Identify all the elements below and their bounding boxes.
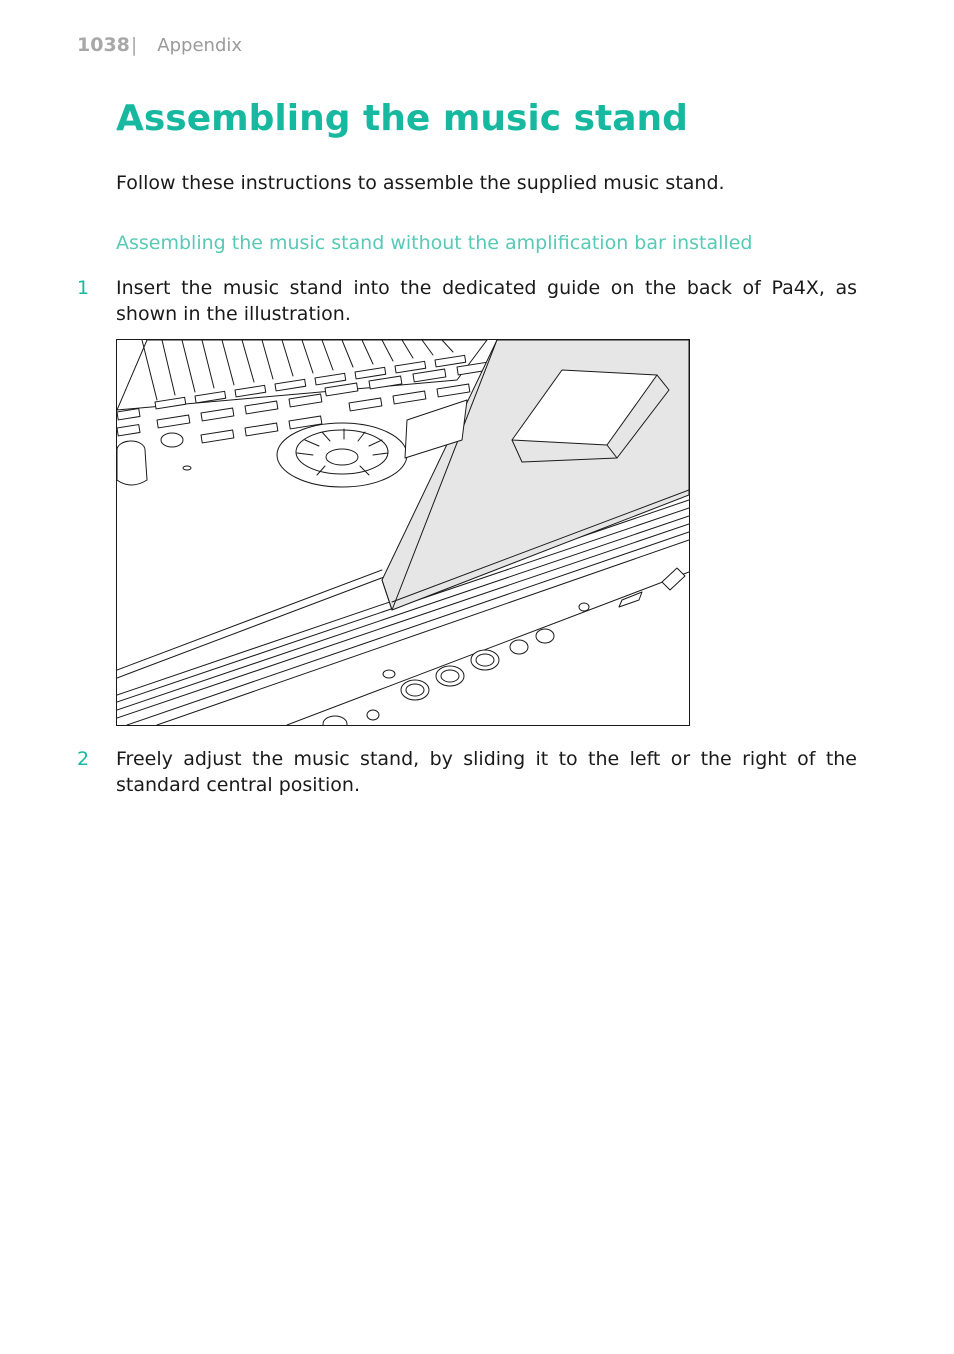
step-number: 2 <box>77 748 90 770</box>
section-name: Appendix <box>157 35 243 56</box>
dial <box>277 423 407 487</box>
intro-paragraph: Follow these instructions to assemble the supplied music stand. <box>116 172 725 194</box>
step-number: 1 <box>77 277 90 299</box>
back-panel-connectors <box>323 568 685 725</box>
step-text: Insert the music stand into the dedicated guide on the back of Pa4X, as shown in the illustration. <box>116 277 857 325</box>
knobs <box>117 433 191 485</box>
step-text: Freely adjust the music stand, by sliding it to the left or the right of the standard central position. <box>116 748 857 796</box>
page-number: 1038 <box>77 34 130 56</box>
running-head <box>77 33 242 58</box>
illustration-drawing <box>117 340 689 725</box>
subheading: Assembling the music stand without the amplification bar installed <box>116 232 753 254</box>
music-stand-illustration <box>116 339 690 726</box>
page-title: Assembling the music stand <box>116 98 688 139</box>
header-separator: | <box>130 34 138 56</box>
